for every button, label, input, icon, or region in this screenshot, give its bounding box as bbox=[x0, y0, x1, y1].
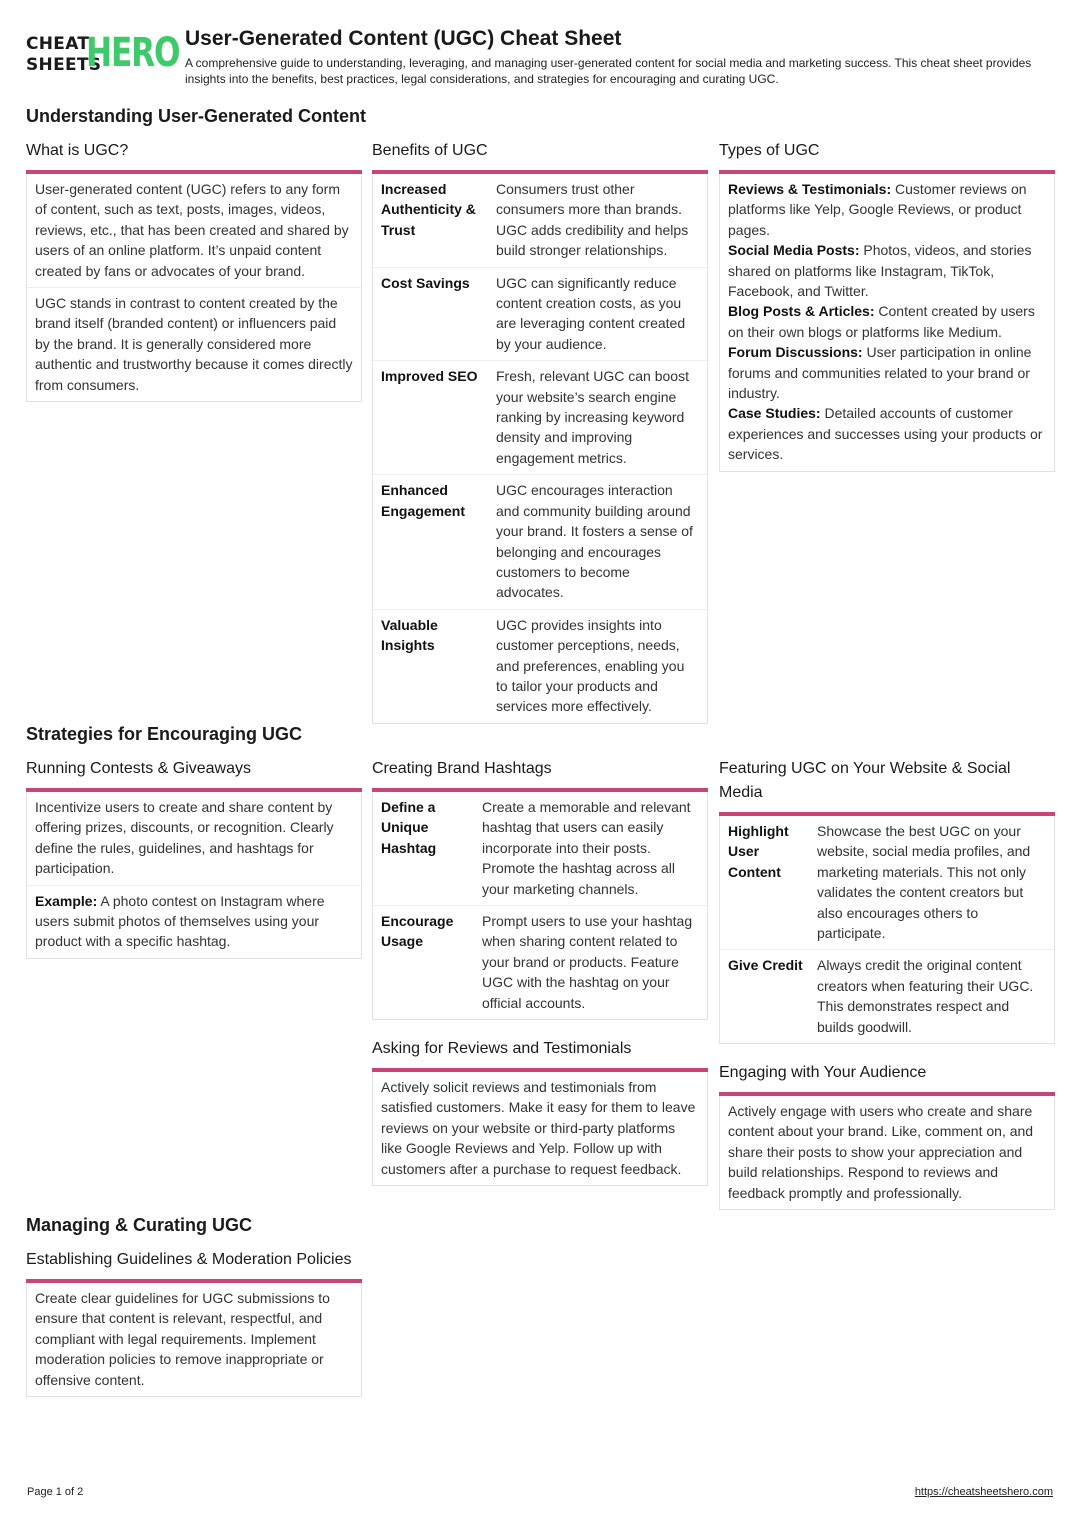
footer-link[interactable]: https://cheatsheetshero.com bbox=[914, 1486, 1053, 1498]
paragraph: Actively engage with users who create and share content about your brand. Like, comment on, and share their posts to show your appreciation and build relationships. Respond to reviews and feedback promptly and professionally. bbox=[728, 1103, 1034, 1201]
card-title: Benefits of UGC bbox=[372, 139, 708, 174]
card-title: Featuring UGC on Your Website & Social Media bbox=[719, 757, 1055, 816]
card-featuring-ugc bbox=[719, 757, 1055, 1227]
example-label: Example: bbox=[35, 892, 98, 909]
item-text: Content created by users on their own blogs or platforms like Medium. bbox=[728, 303, 1035, 340]
row-key: Enhanced Engagement bbox=[381, 482, 466, 519]
list-item bbox=[728, 342, 1046, 403]
paragraph: UGC stands in contrast to content created by the brand itself (branded content) or influencers paid by the brand. It is generally considered more authentic and trustworthy because it comes directly from consumers. bbox=[35, 295, 353, 393]
list-item bbox=[728, 301, 1046, 342]
row-key: Give Credit bbox=[728, 957, 803, 974]
section-title-strategies: Strategies for Encouraging UGC bbox=[26, 724, 303, 744]
card-title: Engaging with Your Audience bbox=[719, 1061, 1055, 1096]
paragraph: Incentivize users to create and share content by offering prizes, discounts, or recognition. Clearly define the rules, guidelines, and hashtags for participation. bbox=[27, 792, 361, 886]
row-value: UGC encourages interaction and community building around your brand. It fosters a sense of belonging and encourages customers to become advocates. bbox=[496, 482, 693, 601]
row-key: Cost Savings bbox=[381, 274, 470, 291]
row-value: Always credit the original content creators when featuring their UGC. This demonstrates respect and builds goodwill. bbox=[817, 957, 1034, 1035]
row-key: Encourage Usage bbox=[381, 913, 454, 950]
row-key: Improved SEO bbox=[381, 368, 478, 385]
logo-word-sheets: SHEETS bbox=[26, 55, 102, 75]
card-title: Asking for Reviews and Testimonials bbox=[372, 1037, 708, 1072]
section-title-understanding: Understanding User-Generated Content bbox=[26, 106, 367, 126]
item-text: Customer reviews on platforms like Yelp, Google Reviews, or product pages. bbox=[728, 181, 1027, 238]
row-key: Highlight User Content bbox=[728, 823, 789, 880]
card-running-contests bbox=[26, 757, 362, 976]
card-body bbox=[26, 1283, 362, 1397]
card-title: Types of UGC bbox=[719, 139, 1055, 174]
row-key: Define a Unique Hashtag bbox=[381, 799, 437, 856]
card-body bbox=[372, 174, 708, 724]
card-body bbox=[719, 174, 1055, 472]
table-row bbox=[373, 475, 707, 609]
table-row bbox=[373, 610, 707, 723]
page-subtitle: A comprehensive guide to understanding, leveraging, and managing user-generated content for social media and marketing success. This cheat sheet provides insights into the benefits, best practices, legal considerations, and strategies for encouraging and curating UGC. bbox=[185, 56, 1032, 86]
card-brand-hashtags bbox=[372, 757, 708, 1203]
card-body bbox=[372, 792, 708, 1020]
row-key: Valuable Insights bbox=[381, 616, 438, 654]
item-label: Case Studies: bbox=[728, 405, 821, 422]
card-types-of-ugc bbox=[719, 139, 1055, 489]
card-title: What is UGC? bbox=[26, 139, 362, 174]
row-value: Create a memorable and relevant hashtag that users can easily incorporate into their posts. Promote the hashtag across all your marketing channels. bbox=[482, 799, 691, 897]
logo-word-cheat: CHEAT bbox=[26, 34, 90, 54]
item-label: Social Media Posts: bbox=[728, 242, 860, 259]
item-text: Photos, videos, and stories shared on platforms like Instagram, TikTok, Facebook, and Twitter. bbox=[728, 242, 1032, 300]
table-row bbox=[373, 174, 707, 268]
card-body bbox=[26, 174, 362, 402]
table-row bbox=[373, 906, 707, 1019]
card-body bbox=[719, 1096, 1055, 1210]
card-body bbox=[26, 792, 362, 959]
table-row bbox=[373, 361, 707, 475]
list-item bbox=[728, 179, 1046, 240]
table-row bbox=[373, 268, 707, 362]
page-title: User-Generated Content (UGC) Cheat Sheet bbox=[185, 27, 622, 50]
logo-word-hero: HERO bbox=[86, 30, 180, 76]
card-guidelines-moderation bbox=[26, 1248, 362, 1414]
row-value: Prompt users to use your hashtag when sharing content related to your brand or products. Feature UGC with the hashtag on your official accounts. bbox=[482, 913, 693, 1011]
row-value: UGC can significantly reduce content creation costs, as you are leveraging content created by your audience. bbox=[496, 274, 686, 352]
row-value: Showcase the best UGC on your website, social media profiles, and marketing materials. This not only validates the content creators but also encourages others to participate. bbox=[817, 823, 1031, 942]
row-value: UGC provides insights into customer perceptions, needs, and preferences, enabling you to tailor your products and services more effectively. bbox=[496, 616, 685, 715]
card-what-is-ugc bbox=[26, 139, 362, 419]
item-text: User participation in online forums and communities related to your brand or industry. bbox=[728, 344, 1032, 402]
table-row bbox=[373, 792, 707, 906]
card-benefits-of-ugc bbox=[372, 139, 708, 741]
row-key: Increased Authenticity & Trust bbox=[381, 181, 476, 238]
card-body bbox=[372, 1072, 708, 1186]
row-value: Consumers trust other consumers more than brands. UGC adds credibility and helps build stronger relationships. bbox=[496, 181, 689, 259]
row-value: Fresh, relevant UGC can boost your website’s search engine ranking by increasing keyword density and improving engagement metrics. bbox=[496, 368, 689, 466]
example-text: A photo contest on Instagram where users submit photos of themselves using your product with a specific hashtag. bbox=[35, 892, 325, 950]
page-number: Page 1 of 2 bbox=[27, 1486, 84, 1498]
paragraph: User-generated content (UGC) refers to any form of content, such as text, posts, images, videos, reviews, etc., that has been created and shared by users of an online platform. It’s unpaid content created by fans or advocates of your brand. bbox=[27, 174, 361, 288]
list-item bbox=[728, 403, 1046, 464]
item-label: Forum Discussions: bbox=[728, 344, 863, 361]
item-label: Reviews & Testimonials: bbox=[728, 181, 892, 197]
types-list bbox=[720, 174, 1054, 471]
paragraph: Actively solicit reviews and testimonials from satisfied customers. Make it easy for them to leave reviews on your website or third-party platforms like Google Reviews and Yelp. Follow up with customers after a purchase to request feedback. bbox=[381, 1079, 696, 1177]
card-title: Creating Brand Hashtags bbox=[372, 757, 708, 792]
item-text: Detailed accounts of customer experiences and successes using your products or services. bbox=[728, 405, 1043, 463]
paragraph: Create clear guidelines for UGC submissions to ensure that content is relevant, respectful, and compliant with legal requirements. Implement moderation policies to remove inappropriate or offensive content. bbox=[35, 1290, 330, 1388]
card-title: Running Contests & Giveaways bbox=[26, 757, 362, 792]
table-row bbox=[720, 816, 1054, 950]
card-body bbox=[719, 816, 1055, 1044]
list-item bbox=[728, 240, 1046, 301]
table-row bbox=[720, 950, 1054, 1043]
cheatsheetshero-logo bbox=[26, 30, 180, 80]
item-label: Blog Posts & Articles: bbox=[728, 303, 875, 320]
card-title: Establishing Guidelines & Moderation Policies bbox=[26, 1248, 362, 1283]
example-paragraph bbox=[27, 886, 361, 958]
section-title-managing: Managing & Curating UGC bbox=[26, 1215, 252, 1235]
